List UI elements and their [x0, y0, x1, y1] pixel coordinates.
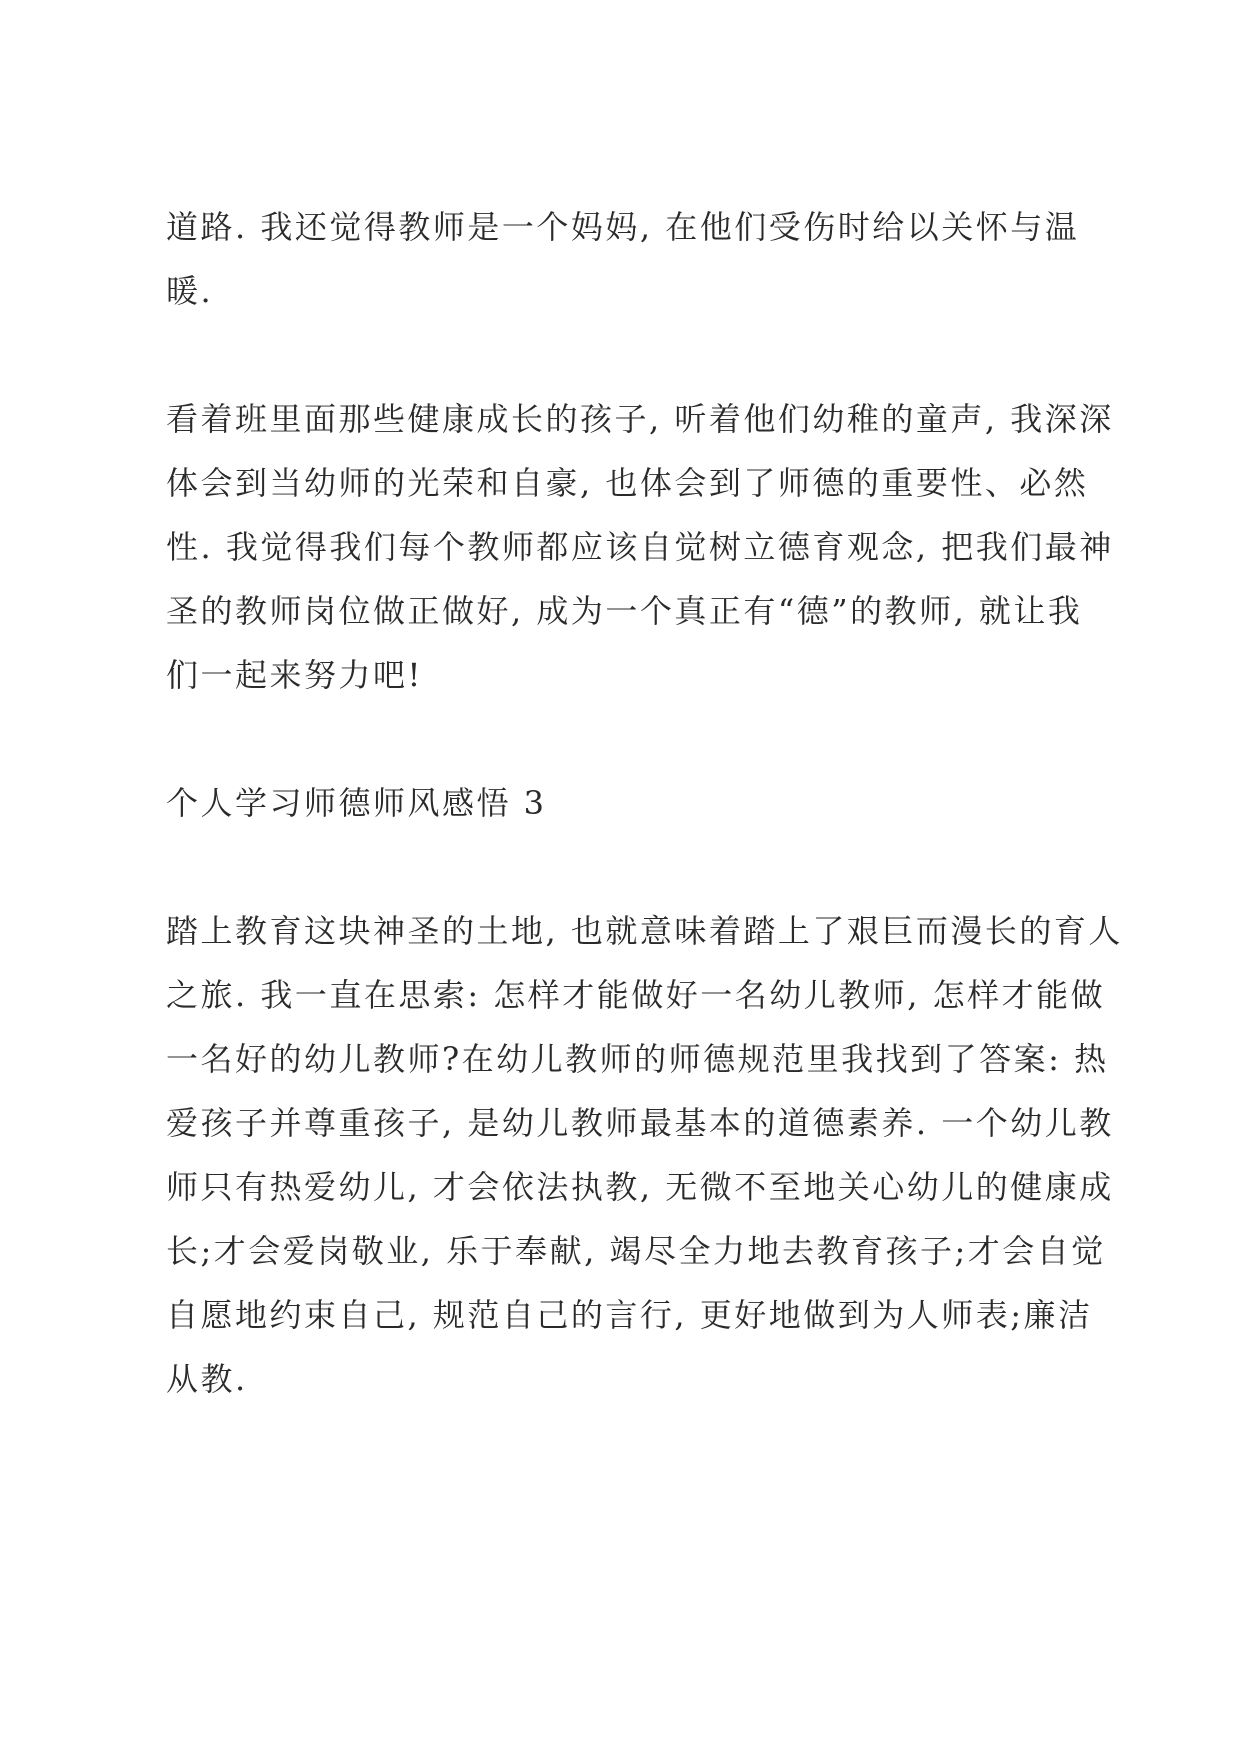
- paragraph-1-line-1: 道路. 我还觉得教师是一个妈妈, 在他们受伤时给以关怀与温: [166, 208, 1080, 246]
- paragraph-2-line-2: 体会到当幼师的光荣和自豪, 也体会到了师德的重要性、必然: [166, 464, 1089, 502]
- paragraph-3-line-7: 自愿地约束自己, 规范自己的言行, 更好地做到为人师表;廉洁: [166, 1296, 1093, 1334]
- paragraph-2-line-1: 看着班里面那些健康成长的孩子, 听着他们幼稚的童声, 我深深: [166, 400, 1114, 438]
- paragraph-2-line-4: 圣的教师岗位做正做好, 成为一个真正有“德”的教师, 就让我: [166, 592, 1083, 630]
- paragraph-3-line-5: 师只有热爱幼儿, 才会依法执教, 无微不至地关心幼儿的健康成: [166, 1168, 1114, 1206]
- paragraph-1-line-2: 暖.: [166, 272, 214, 310]
- section-heading: 个人学习师德师风感悟 3: [166, 784, 547, 822]
- paragraph-3-line-8: 从教.: [166, 1360, 248, 1398]
- paragraph-3-line-1: 踏上教育这块神圣的土地, 也就意味着踏上了艰巨而漫长的育人: [166, 912, 1123, 950]
- paragraph-3-line-2: 之旅. 我一直在思索: 怎样才能做好一名幼儿教师, 怎样才能做: [166, 976, 1106, 1014]
- paragraph-3-line-6: 长;才会爱岗敬业, 乐于奉献, 竭尽全力地去教育孩子;才会自觉: [166, 1232, 1106, 1270]
- paragraph-2-line-5: 们一起来努力吧!: [166, 656, 423, 694]
- paragraph-3-line-3: 一名好的幼儿教师?在幼儿教师的师德规范里我找到了答案: 热: [166, 1040, 1109, 1078]
- paragraph-3-line-4: 爱孩子并尊重孩子, 是幼儿教师最基本的道德素养. 一个幼儿教: [166, 1104, 1114, 1142]
- paragraph-2-line-3: 性. 我觉得我们每个教师都应该自觉树立德育观念, 把我们最神: [166, 528, 1114, 566]
